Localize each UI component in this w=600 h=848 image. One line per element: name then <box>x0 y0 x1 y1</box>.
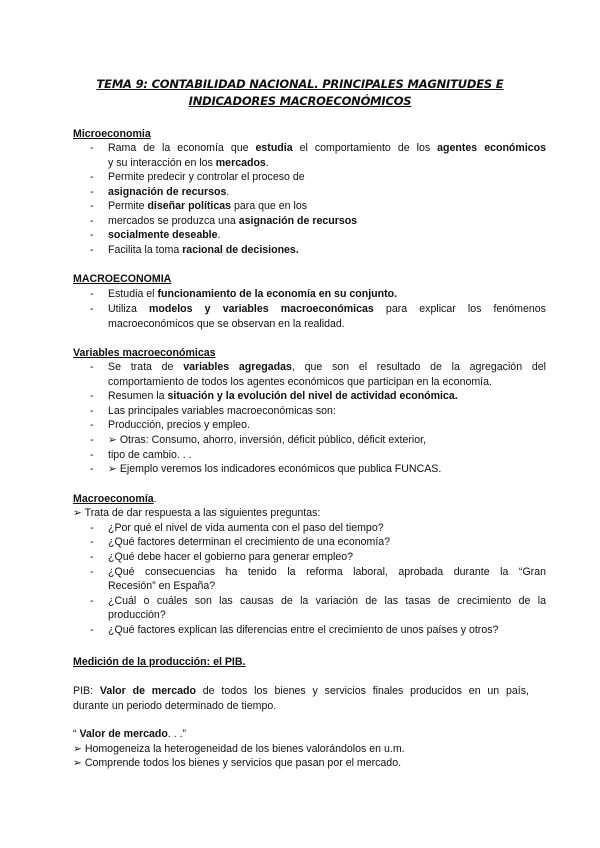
dash-bullet: - <box>90 229 94 241</box>
pib-bullet-1: ➢ Homogeneiza la heterogeneidad de los bienes valorándolos en u.m. <box>73 743 405 755</box>
section-heading-variables: Variables macroeconómicas <box>73 347 216 359</box>
dash-bullet: - <box>90 463 94 475</box>
dash-bullet: - <box>90 419 94 431</box>
section-heading-macroeconomia: MACROECONOMIA <box>73 273 172 285</box>
pib-bullet-2: ➢ Comprende todos los bienes y servicios que pasan por el mercado. <box>73 757 402 769</box>
dash-bullet: - <box>90 200 94 212</box>
pib-definition-line-1: PIB: Valor de mercado de todos los bienes y servicios finales producidos en un país, <box>73 685 529 697</box>
section-heading-pib: Medición de la producción: el PIB. <box>73 656 246 668</box>
dash-bullet: - <box>90 142 94 154</box>
dash-bullet: - <box>90 215 94 227</box>
dash-bullet: - <box>90 434 94 446</box>
dash-bullet: - <box>90 390 94 402</box>
dash-bullet: - <box>90 449 94 461</box>
dash-bullet: - <box>90 361 94 373</box>
dash-bullet: - <box>90 288 94 300</box>
dash-bullet: - <box>90 536 94 548</box>
dash-bullet: - <box>90 405 94 417</box>
title-line-1: TEMA 9: CONTABILIDAD NACIONAL. PRINCIPALES MAGNITUDES E <box>96 77 504 91</box>
document-page: TEMA 9: CONTABILIDAD NACIONAL. PRINCIPALES MAGNITUDES E INDICADORES MACROECONÓMICOS Microeconomia - Rama de la economía que estudia el comportamiento de los agentes económicos y su interacción en los mercados. - Permite predecir y controlar el proceso de - asignación de recursos. - Permite diseñar políticas para que en los - mercados se produzca una asignación de recursos - socialmente deseable. - Facilita la toma racional de decisiones. MACROECONOMIA - Estudia el funcionamiento de la economía en su conjunto. - Utiliza modelos y variables macroeconómicas para explicar los fenómenos macroeconómicos que se observan en la realidad. Variables macroeconómicas - Se trata de variables agregadas, que son el resultado de la agregación del comportamiento de todos los agentes económicos que participan en la economía. - Resumen la situación y la evolución del nivel de actividad económica. - Las principales variables macroeconómicas son: - Producción, precios y empleo. - ➢ Otras: Consumo, ahorro, inversión, déficit público, déficit exterior, - tipo de cambio. . . - ➢ Ejemplo veremos los indicadores económicos que publica FUNCAS. Macroeconomía. ➢ Trata de dar respuesta a las siguientes preguntas: - ¿Por qué el nivel de vida aumenta con el paso del tiempo? - ¿Qué factores determinan el crecimiento de una economía? - ¿Qué debe hacer el gobierno para generar empleo? - ¿Qué consecuencias ha tenido la reforma laboral, aprobada durante la “Gran Recesión” en España? - ¿Cuál o cuáles son las causas de la variación de las tasas de crecimiento de la producción? - ¿Qué factores explican las diferencias entre el crecimiento de unos países y otros? Medición de la producción: el PIB. PIB: Valor de mercado de todos los bienes y servicios finales producidos en un país, durante un periodo determinado de tiempo. “ Valor de mercado. . .” ➢ Homogeneiza la heterogeneidad de los bienes valorándolos en u.m. ➢ Comprende todos los bienes y servicios que pasan por el mercado. <box>0 0 600 848</box>
pib-definition-line-2: durante un periodo determinado de tiempo. <box>73 700 277 712</box>
dash-bullet: - <box>90 171 94 183</box>
title-line-2: INDICADORES MACROECONÓMICOS <box>188 94 412 108</box>
dash-bullet: - <box>90 566 94 578</box>
dash-bullet: - <box>90 551 94 563</box>
dash-bullet: - <box>90 624 94 636</box>
quote-valor-mercado: “ Valor de mercado. . .” <box>73 728 187 740</box>
dash-bullet: - <box>90 186 94 198</box>
dash-bullet: - <box>90 595 94 607</box>
document-title <box>60 76 540 110</box>
section-heading-macroeconomia-2: Macroeconomía. <box>73 493 157 505</box>
dash-bullet: - <box>90 303 94 315</box>
section-intro: ➢ Trata de dar respuesta a las siguientes preguntas: <box>73 507 321 519</box>
dash-bullet: - <box>90 244 94 256</box>
dash-bullet: - <box>90 522 94 534</box>
section-heading-microeconomia: Microeconomia <box>73 128 151 140</box>
